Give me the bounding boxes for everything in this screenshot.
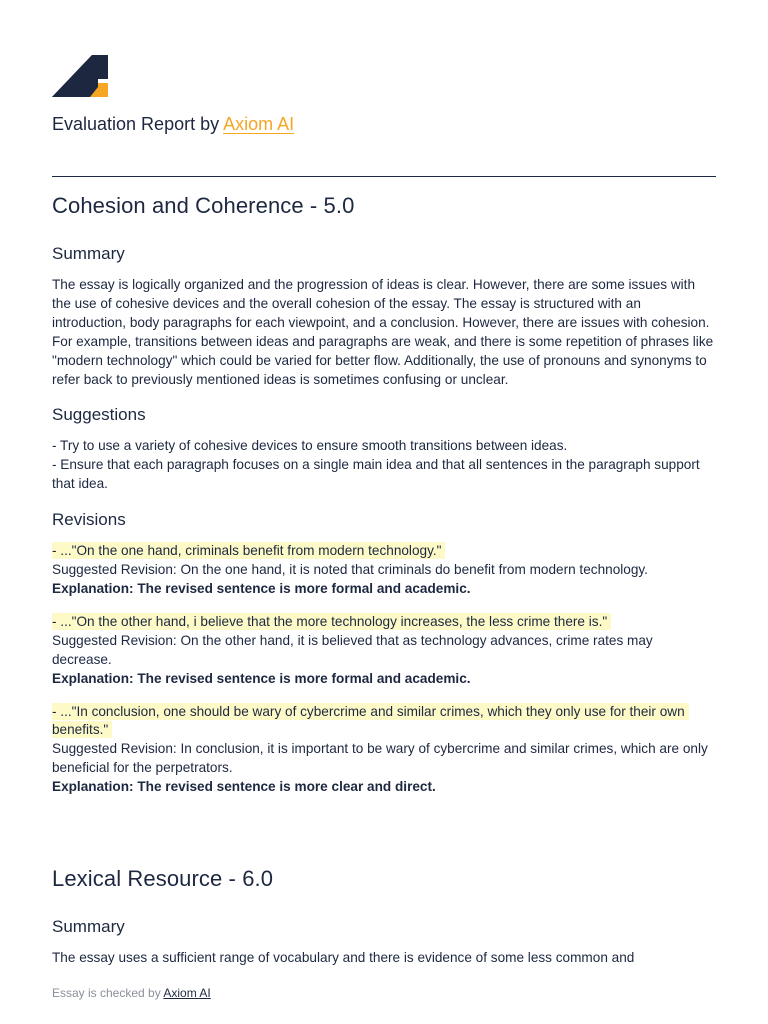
section-title-cohesion: Cohesion and Coherence - 5.0: [52, 193, 355, 218]
revision-original: - ..."On the one hand, criminals benefit from modern technology.": [52, 542, 445, 559]
report-content: [52, 188, 716, 968]
revision-suggested: Suggested Revision: In conclusion, it is important to be wary of cybercrime and similar crimes, which are only beneficial for the perpetrators.: [52, 741, 708, 776]
report-title-prefix: Evaluation Report by: [52, 114, 220, 134]
suggestion-item: - Try to use a variety of cohesive devices to ensure smooth transitions between ideas.: [52, 438, 568, 454]
suggestion-item: - Ensure that each paragraph focuses on a single main idea and that all sentences in the paragraph support that idea.: [52, 457, 700, 492]
revision-original: - ..."In conclusion, one should be wary of cybercrime and similar crimes, which they only use for their own benefits.": [52, 703, 689, 739]
section-title-lexical: Lexical Resource - 6.0: [52, 866, 274, 892]
revision-item: [52, 542, 716, 599]
summary-text: The essay is logically organized and the progression of ideas is clear. However, there are some issues with the use of cohesive devices and the overall cohesion of the essay. The essay is structured with an introduction, body paragraphs for each viewpoint, and a conclusion. However, there are issues with cohesion. For example, transitions between ideas and paragraphs are weak, and there is some repetition of phrases like "modern technology" which could be varied for better flow. Additionally, the use of pronouns and synonyms to refer back to previously mentioned ideas is sometimes confusing or unclear.: [52, 277, 714, 387]
revision-item: [52, 703, 716, 798]
revision-explanation: Explanation: The revised sentence is more clear and direct.: [52, 779, 436, 795]
footer-brand-link[interactable]: Axiom AI: [163, 986, 211, 1000]
revision-suggested: Suggested Revision: On the other hand, it is believed that as technology advances, crime rates may decrease.: [52, 632, 653, 667]
revision-item: [52, 613, 716, 689]
revision-suggested: Suggested Revision: On the one hand, it is noted that criminals do benefit from modern technology.: [52, 562, 648, 578]
header-divider: [52, 176, 716, 177]
report-title: [52, 114, 294, 135]
revisions-heading: Revisions: [52, 510, 126, 530]
revision-explanation: Explanation: The revised sentence is more formal and academic.: [52, 670, 471, 686]
page-footer: [52, 986, 211, 1000]
revision-original: - ..."On the other hand, i believe that the more technology increases, the less crime there is.": [52, 613, 611, 630]
axiom-logo-icon: [52, 55, 108, 97]
suggestions-heading: Suggestions: [52, 405, 146, 425]
summary-heading: Summary: [52, 244, 125, 263]
summary-text: The essay uses a sufficient range of vocabulary and there is evidence of some less common and: [52, 950, 635, 966]
summary-heading: Summary: [52, 917, 125, 937]
revision-explanation: Explanation: The revised sentence is more formal and academic.: [52, 580, 471, 596]
footer-text: Essay is checked by: [52, 986, 161, 1000]
brand-link[interactable]: Axiom AI: [223, 114, 295, 134]
